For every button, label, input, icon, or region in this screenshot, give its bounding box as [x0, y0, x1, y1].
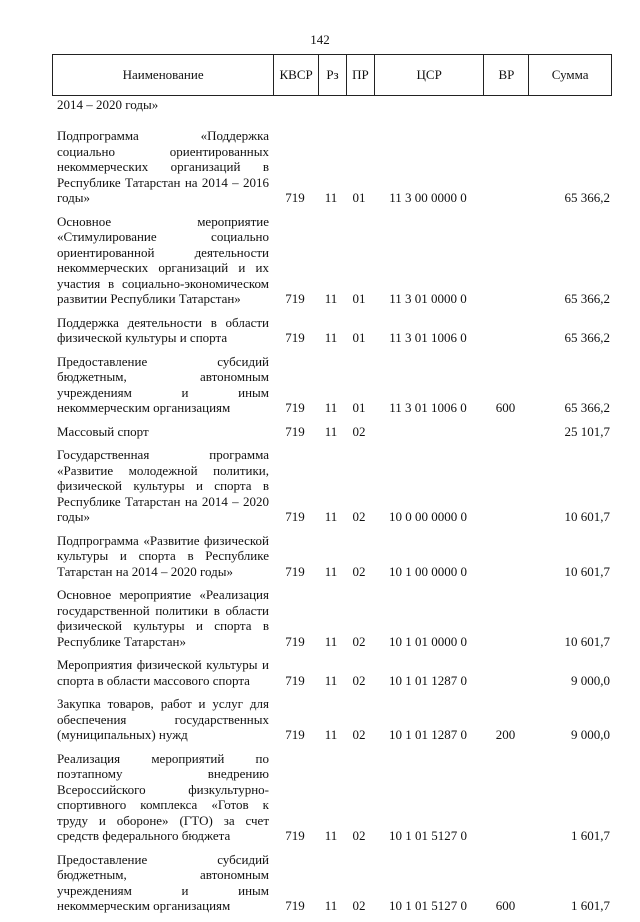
row-csr: 10 1 01 5127 0 — [389, 828, 467, 843]
row-vr: 200 — [495, 727, 516, 742]
table-row — [57, 354, 612, 416]
row-name: Предоставление субсидий бюджетным, автономным учреждениям и иным некоммерческим организациям — [57, 353, 269, 415]
row-name: Поддержка деятельности в области физической культуры и спорта — [57, 314, 269, 345]
row-sum: 1 601,7 — [571, 898, 610, 913]
row-rz: 11 — [324, 330, 338, 345]
row-vr: 600 — [495, 400, 516, 415]
row-name: Основное мероприятие «Стимулирование социально ориентированной деятельности некоммерческих организаций и их участия в социально-экономическом развитии Республики Татарстан» — [57, 213, 269, 306]
row-kvsr: 719 — [285, 190, 305, 205]
row-sum: 65 366,2 — [564, 190, 610, 205]
row-kvsr: 719 — [285, 727, 305, 742]
row-vr: 600 — [495, 898, 516, 913]
row-rz: 11 — [324, 898, 338, 913]
row-name: Реализация мероприятий по поэтапному внедрению Всероссийского физкультурно-спортивного комплекса «Готов к труду и обороне» (ГТО) за счет средств федерального бюджета — [57, 750, 269, 843]
row-sum: 10 601,7 — [564, 509, 610, 524]
row-pr: 02 — [352, 898, 366, 913]
row-kvsr: 719 — [285, 898, 305, 913]
row-pr: 01 — [352, 291, 366, 306]
table-row — [57, 852, 612, 914]
table-row — [57, 128, 612, 206]
row-csr: 10 1 01 1287 0 — [389, 672, 467, 688]
row-csr: 11 3 01 0000 0 — [389, 291, 467, 306]
row-sum: 1 601,7 — [571, 828, 610, 843]
row-kvsr: 719 — [285, 291, 305, 306]
row-name: Подпрограмма «Поддержка социально ориентированных некоммерческих организаций в Республике Татарстан на 2014 – 2016 годы» — [57, 128, 269, 205]
row-sum: 9 000,0 — [571, 672, 610, 688]
row-kvsr: 719 — [285, 400, 305, 415]
table-row — [57, 696, 612, 743]
row-rz: 11 — [324, 563, 338, 579]
row-name: Массовый спорт — [57, 423, 149, 439]
row-pr: 02 — [352, 423, 366, 439]
row-rz: 11 — [324, 423, 338, 439]
row-pr: 02 — [352, 509, 366, 524]
row-pr: 02 — [352, 828, 366, 843]
row-pr: 02 — [352, 633, 366, 649]
row-csr: 10 1 01 5127 0 — [389, 898, 467, 913]
header-csr: ЦСР — [375, 55, 485, 95]
row-pr: 01 — [352, 400, 366, 415]
row-csr: 10 1 01 0000 0 — [389, 633, 467, 649]
row-sum: 65 366,2 — [564, 330, 610, 345]
row-kvsr: 719 — [285, 423, 305, 439]
row-csr: 11 3 01 1006 0 — [389, 330, 467, 345]
row-pr: 02 — [352, 563, 366, 579]
header-rz: Рз — [319, 55, 347, 95]
table-row — [57, 214, 612, 307]
table-row — [57, 424, 612, 440]
row-kvsr: 719 — [285, 672, 305, 688]
row-name: Закупка товаров, работ и услуг для обеспечения государственных (муниципальных) нужд — [57, 696, 269, 742]
row-rz: 11 — [324, 727, 338, 742]
row-csr: 10 0 00 0000 0 — [389, 509, 467, 524]
row-kvsr: 719 — [285, 828, 305, 843]
row-rz: 11 — [324, 291, 338, 306]
row-kvsr: 719 — [285, 330, 305, 345]
row-sum: 9 000,0 — [571, 727, 610, 742]
row-csr: 10 1 01 1287 0 — [389, 727, 467, 742]
row-name: Мероприятия физической культуры и спорта в области массового спорта — [57, 657, 269, 688]
table-row — [57, 533, 612, 580]
header-sum: Сумма — [551, 67, 589, 82]
row-pr: 02 — [352, 672, 366, 688]
header-pr: ПР — [347, 55, 375, 95]
header-name: Наименование — [53, 55, 274, 95]
table-row — [57, 657, 612, 688]
row-kvsr: 719 — [285, 563, 305, 579]
table-row — [57, 315, 612, 346]
row-rz: 11 — [324, 672, 338, 688]
row-sum: 65 366,2 — [564, 291, 610, 306]
row-pr: 01 — [352, 190, 366, 205]
table-row — [57, 447, 612, 525]
row-rz: 11 — [324, 400, 338, 415]
row-name: Подпрограмма «Развитие физической культуры и спорта в Республике Татарстан на 2014 – 2020 годы» — [57, 532, 269, 579]
row-pr: 02 — [352, 727, 366, 742]
row-pr: 01 — [352, 330, 366, 345]
continuation-text: 2014 – 2020 годы» — [57, 97, 159, 112]
row-csr: 11 3 00 0000 0 — [389, 190, 467, 205]
row-rz: 11 — [324, 633, 338, 649]
row-kvsr: 719 — [285, 633, 305, 649]
row-sum: 65 366,2 — [564, 400, 610, 415]
table-body — [57, 128, 612, 922]
header-vr: ВР — [484, 55, 529, 95]
header-kvsr: КВСР — [274, 55, 319, 95]
row-kvsr: 719 — [285, 509, 305, 524]
row-name: Государственная программа «Развитие молодежной политики, физической культуры и спорта в Республике Татарстан на 2014 – 2020 годы» — [57, 447, 269, 524]
row-sum: 10 601,7 — [564, 563, 610, 579]
row-sum: 25 101,7 — [564, 423, 610, 439]
row-sum: 10 601,7 — [564, 633, 610, 649]
table-row — [57, 587, 612, 649]
page-number: 142 — [310, 32, 330, 47]
table-row — [57, 751, 612, 844]
table-header — [52, 54, 612, 96]
row-rz: 11 — [324, 509, 338, 524]
row-rz: 11 — [324, 190, 338, 205]
row-csr: 10 1 00 0000 0 — [389, 563, 467, 579]
row-name: Предоставление субсидий бюджетным, автономным учреждениям и иным некоммерческим организациям — [57, 851, 269, 913]
row-csr: 11 3 01 1006 0 — [389, 400, 467, 415]
row-rz: 11 — [324, 828, 338, 843]
row-name: Основное мероприятие «Реализация государственной политики в области физической культуры и спорта в Республике Татарстан» — [57, 587, 269, 649]
